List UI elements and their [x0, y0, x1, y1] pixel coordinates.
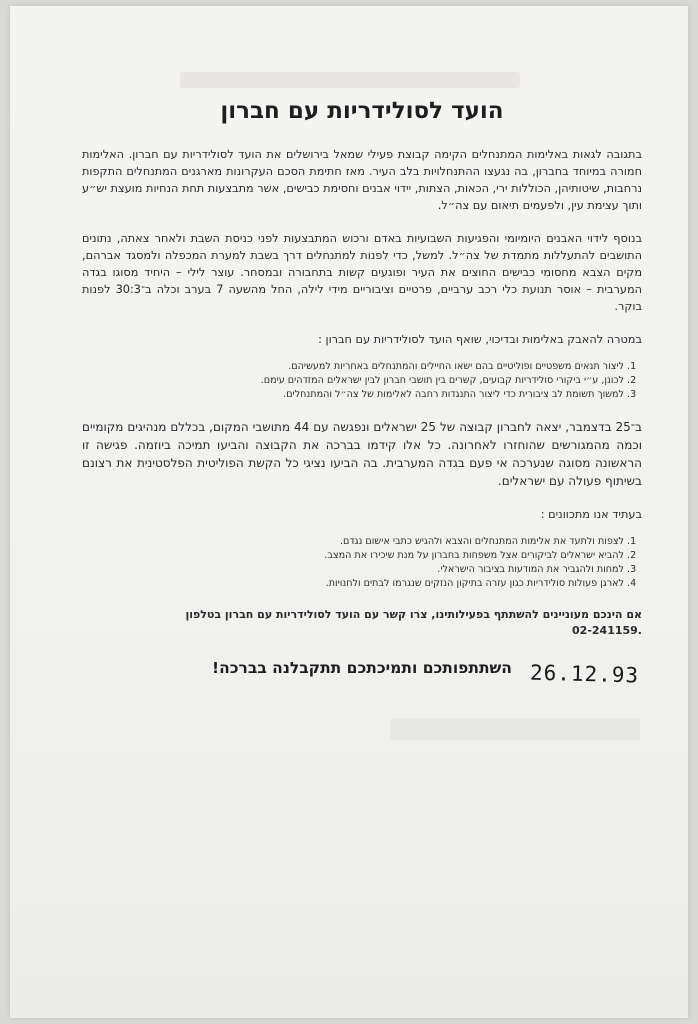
plan-item: 1. לצפות ולתעד את אלימות המתנחלים והצבא ולהגיש כתבי אישום נגדם.: [82, 535, 624, 549]
plans-list: [82, 535, 642, 591]
goals-lead: במטרה להאבק באלימות ובדיכוי, שואף הועד לסולידריות עם חברון :: [318, 333, 642, 346]
bleed-through-shadow: [180, 72, 520, 88]
goal-item: 1. ליצור תנאים משפטיים ופוליטיים בהם ישאו החיילים והמתנחלים באחריות למעשיהם.: [82, 360, 624, 374]
intro-paragraph: בתגובה לגאות באלימות המתנחלים הקימה קבוצת פעילי שמאל בירושלים את הועד לסולידריות עם חברון. האלימות חמורה במיוחד בחברון, בה נגעצו ההתנחלויות בלב העיר. מאז חתימת הסכם העקרונות מארגנים המתנחלים התקפות נרחבות, שיטותיהן, הכוללות ירי, הכאות, הצתות, יידוי אבנים וחסימת כבישים, אשר מתבצעות תחת הנחיות מועצת יש״ע ותוך עצימת עין, ולפעמים תיאום עם צה״ל.: [82, 148, 642, 212]
document-body: [82, 90, 642, 699]
visit-paragraph: ב־25 בדצמבר, יצאה לחברון קבוצה של 25 ישראלים ונפגשה עם 44 מתושבי המקום, בכללם מנהיגים מקומיים וכמה מהמגורשים שהוחזרו לאחרונה. כל אלו קידמו בברכה את הקבוצה והביעו תמיכה ביוזמה. פגישה זו הראשונה מסוגה שנערכה אי פעם בגדה המערבית. בה הביעו נציגי כל הקשת הפוליטית הפלסטינית את רצונם בשיתוף פעולה עם ישראלים.: [82, 420, 642, 488]
closing-line: השתתפותכם ותמיכתכם תתקבלנה בברכה!: [212, 659, 512, 677]
background-paragraph: בנוסף לידוי האבנים היומיומי והפגיעות השבועיות באדם ורכוש המתבצעות לפני כניסת השבת ולאחר צאתה, נתונים התושבים להתעללות מתמדת של צה״ל. למשל, כדי לפנות למתנחלים דרך בשבת למערת המכפלה ולמסגד אברהם, מקים הצבא מחסומי כבישים החוצים את העיר ופוגעים קשות בתחבורה ובמסחר. עוצר לילי – היחיד מסוגו בגדה המערבית – אוסר תנועת כלי רכב ערביים, פרטיים וציבוריים מידי לילה, החל מהשעה 7 בערב וכלה ב־30:3 לפנות בוקר.: [82, 232, 642, 313]
goals-list: [82, 360, 642, 402]
document-page: [10, 6, 688, 1018]
document-title: הועד לסולידריות עם חברון: [220, 98, 504, 124]
contact-paragraph: [82, 607, 642, 639]
plan-item: 3. למחות ולהגביר את המודעות בציבור הישראלי.: [82, 563, 624, 577]
goal-item: 3. למשוך תשומת לב ציבורית כדי ליצור התנגדות רחבה לאלימות של צה״ל והמתנחלים.: [82, 388, 624, 402]
contact-phone: 02-241159.: [572, 624, 642, 637]
contact-text: אם הינכם מעוניינים להשתתף בפעילותינו, צרו קשר עם הועד לסולידריות עם חברון בטלפון: [185, 608, 642, 621]
handwritten-date: 26.12.93: [529, 660, 640, 688]
plan-item: 4. לארגן פעולות סולידריות כגון עזרה בתיקון הנזקים שנגרמו לבתים ולחנויות.: [82, 577, 624, 591]
bleed-through-shadow: [390, 718, 640, 740]
plan-item: 2. להביא ישראלים לביקורים אצל משפחות בחברון על מנת שיכירו את המצב.: [82, 549, 624, 563]
goal-item: 2. לכונן, ע״י ביקורי סולידריות קבועים, קשרים בין תושבי חברון לבין ישראלים המזדהים עימם.: [82, 374, 624, 388]
plans-lead: בעתיד אנו מתכוונים :: [540, 508, 642, 521]
